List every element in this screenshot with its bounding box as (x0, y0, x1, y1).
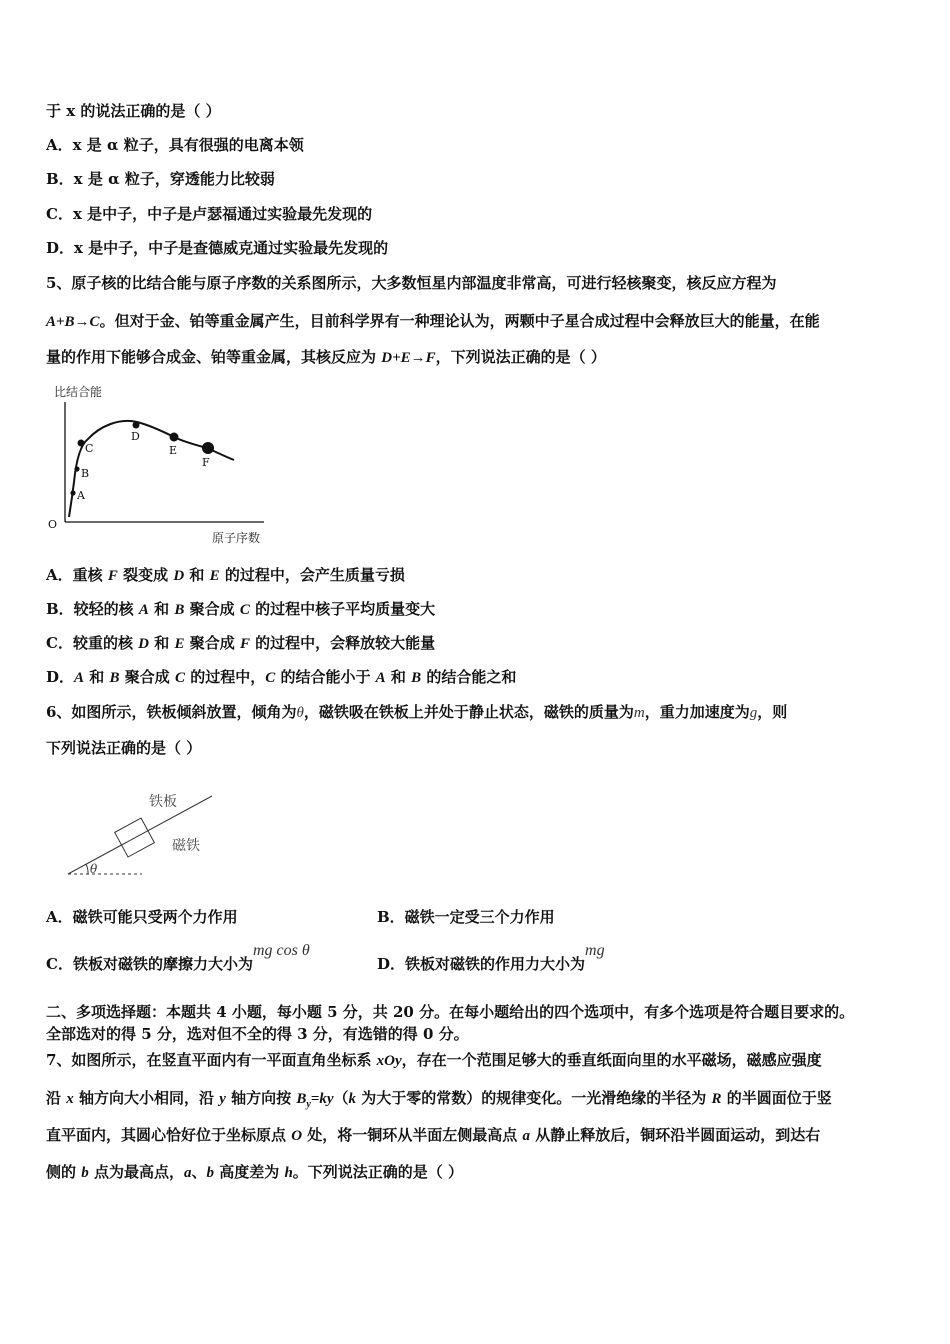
point-B-label: B (81, 467, 90, 480)
q7-line1: 7、如图所示，在竖直平面内有一平面直角坐标系 xOy，存在一个范围足够大的垂直纸面向里的水平磁场，磁感应强度 (46, 1051, 822, 1069)
point-C (78, 440, 85, 447)
point-E (170, 433, 179, 442)
q6-option-a: A．磁铁可能只受两个力作用 (46, 908, 238, 926)
q4-stem-tail: 于 x 的说法正确的是（ ） (46, 102, 221, 120)
mass-symbol: m (633, 705, 645, 721)
q5-option-c: C．较重的核 D 和 E 聚合成 F 的过程中，会释放较大能量 (46, 634, 436, 652)
q5-line3-pre: 量的作用下能够合成金、铂等重金属，其核反应为 (46, 348, 382, 366)
section2-line1: 二、多项选择题：本题共 4 小题，每小题 5 分，共 20 分。在每小题给出的四个选项中，有多个选项是符合题目要求的。 (46, 1003, 855, 1021)
q4-option-b: B．x 是 α 粒子，穿透能力比较弱 (46, 170, 275, 188)
q6-stem-line2: 下列说法正确的是（ ） (46, 739, 202, 757)
q4-option-c: C．x 是中子，中子是卢瑟福通过实验最先发现的 (46, 205, 373, 223)
q6-stem-line1: 6、如图所示，铁板倾斜放置，倾角为θ，磁铁吸在铁板上并处于静止状态，磁铁的质量为m，重力加速度为g，则 (46, 703, 788, 721)
point-D (133, 422, 140, 429)
q5-line3-post: ，下列说法正确的是（ ） (435, 348, 606, 366)
q5-eq2: D+E→F (381, 350, 436, 366)
magnet-label: 磁铁 (172, 838, 200, 854)
q6-option-b: B．磁铁一定受三个力作用 (377, 908, 555, 926)
q5-option-d: D．A 和 B 聚合成 C 的过程中，C 的结合能小于 A 和 B 的结合能之和 (46, 668, 517, 686)
point-F-label: F (202, 456, 210, 469)
q7-line2: 沿 x 轴方向大小相同，沿 y 轴方向按 $B_y=ky(k$ 为大于零的常数）的规律变化。一光滑绝缘的半径为 R 的半圆面位于竖 (46, 1089, 832, 1110)
plate-label: 铁板 (149, 794, 177, 810)
q6-option-c: C．铁板对磁铁的摩擦力大小为mg cos θ (46, 942, 310, 973)
force-expression: mg (585, 942, 605, 959)
q7-line4: 侧的 b 点为最高点，a、b 高度差为 h。下列说法正确的是（ ） (46, 1163, 464, 1181)
inclined-plate-figure (62, 786, 222, 880)
q6-option-d: D．铁板对磁铁的作用力大小为mg (377, 942, 605, 973)
point-B (74, 466, 79, 471)
q4-option-d: D．x 是中子，中子是查德威克通过实验最先发现的 (46, 239, 389, 257)
q5-stem-line3 (46, 347, 606, 368)
gravity-symbol: g (749, 705, 758, 721)
chart-origin-label: O (48, 518, 58, 531)
q4-option-a: A．x 是 α 粒子，具有很强的电离本领 (46, 136, 304, 154)
q5-option-a: A．重核 F 裂变成 D 和 E 的过程中，会产生质量亏损 (46, 566, 405, 584)
angle-arc (86, 864, 88, 874)
theta-symbol: θ (296, 705, 304, 721)
q5-option-b: B．较轻的核 A 和 B 聚合成 C 的过程中核子平均质量变大 (46, 600, 436, 618)
q5-stem-line2 (46, 311, 820, 332)
q5-stem-line1: 5、原子核的比结合能与原子序数的关系图所示，大多数恒星内部温度非常高，可进行轻核聚变，核反应方程为 (46, 274, 777, 292)
chart-y-label: 比结合能 (54, 385, 103, 399)
point-A (70, 490, 75, 495)
q7-line3: 直平面内，其圆心恰好位于坐标原点 O 处，将一铜环从半面左侧最高点 a 从静止释放后，铜环沿半圆面运动，到达右 (46, 1126, 821, 1144)
point-F (202, 442, 214, 454)
point-A-label: A (77, 489, 85, 502)
binding-energy-chart (44, 382, 274, 546)
point-D-label: D (131, 430, 140, 443)
angle-label: θ (90, 862, 98, 876)
section2-line2: 全部选对的得 5 分，选对但不全的得 3 分，有选错的得 0 分。 (46, 1025, 469, 1043)
point-C-label: C (85, 442, 94, 455)
chart-x-label: 原子序数 (212, 531, 261, 545)
point-E-label: E (169, 444, 178, 457)
q5-eq1: A+B→C (46, 314, 100, 330)
friction-expression: mg cos θ (252, 942, 310, 959)
q5-line2-text: 。但对于金、铂等重金属产生，目前科学界有一种理论认为，两颗中子星合成过程中会释放巨大的能量，在能 (99, 312, 820, 330)
